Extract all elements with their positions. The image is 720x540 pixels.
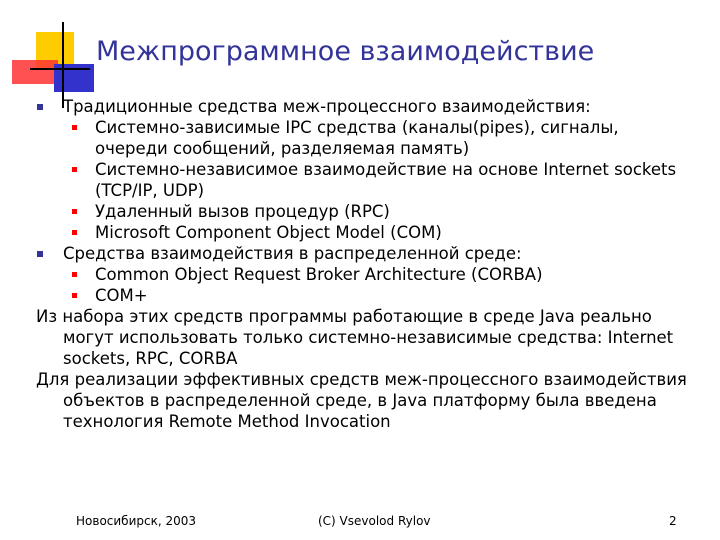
list-item [36,264,696,285]
square-bullet-icon [72,272,77,277]
list-item-text: Common Object Request Broker Architecture (CORBA) [95,265,543,284]
decor-red-rect [12,60,58,84]
square-bullet-icon [72,167,77,172]
list-item-text: Системно-зависимые IPC средства (каналы(pipes), сигналы, очереди сообщений, разделяемая память) [95,118,619,158]
paragraph-text: Для реализации эффективных средств меж-процессного взаимодействия объектов в распределенной среде, в Java платформу была введена технология Remote Method Invocation [36,370,687,431]
list-item-text: Традиционные средства меж-процессного взаимодействия: [63,97,591,116]
list-item [36,159,696,201]
list-item [36,243,696,264]
paragraph-text: Из набора этих средств программы работающие в среде Java реально могут использовать только системно-независимые средства: Internet sockets, RPC, CORBA [36,307,674,368]
list-item-text: Средства взаимодействия в распределенной среде: [63,244,522,263]
square-bullet-icon [72,293,77,298]
square-bullet-icon [72,209,77,214]
list-item [36,117,696,159]
square-bullet-icon [72,230,77,235]
list-item [36,96,696,117]
list-item [36,201,696,222]
list-item-text: COM+ [95,286,148,305]
footer-location-date: Новосибирск, 2003 [76,514,197,528]
list-item-text: Microsoft Component Object Model (COM) [95,223,442,242]
slide-content [36,96,696,432]
list-item [36,285,696,306]
list-item [36,222,696,243]
decor-horizontal-line [30,68,90,70]
list-item-text: Системно-независимое взаимодействие на основе Internet sockets (TCP/IP, UDP) [95,160,677,200]
page-number: 2 [669,514,677,528]
square-bullet-icon [37,251,43,257]
paragraph [36,369,696,432]
slide-title: Межпрограммное взаимодействие [96,36,595,67]
footer-copyright: (C) Vsevolod Rylov [318,514,431,528]
paragraph [36,306,696,369]
list-item-text: Удаленный вызов процедур (RPC) [95,202,390,221]
square-bullet-icon [72,125,77,130]
square-bullet-icon [37,104,43,110]
